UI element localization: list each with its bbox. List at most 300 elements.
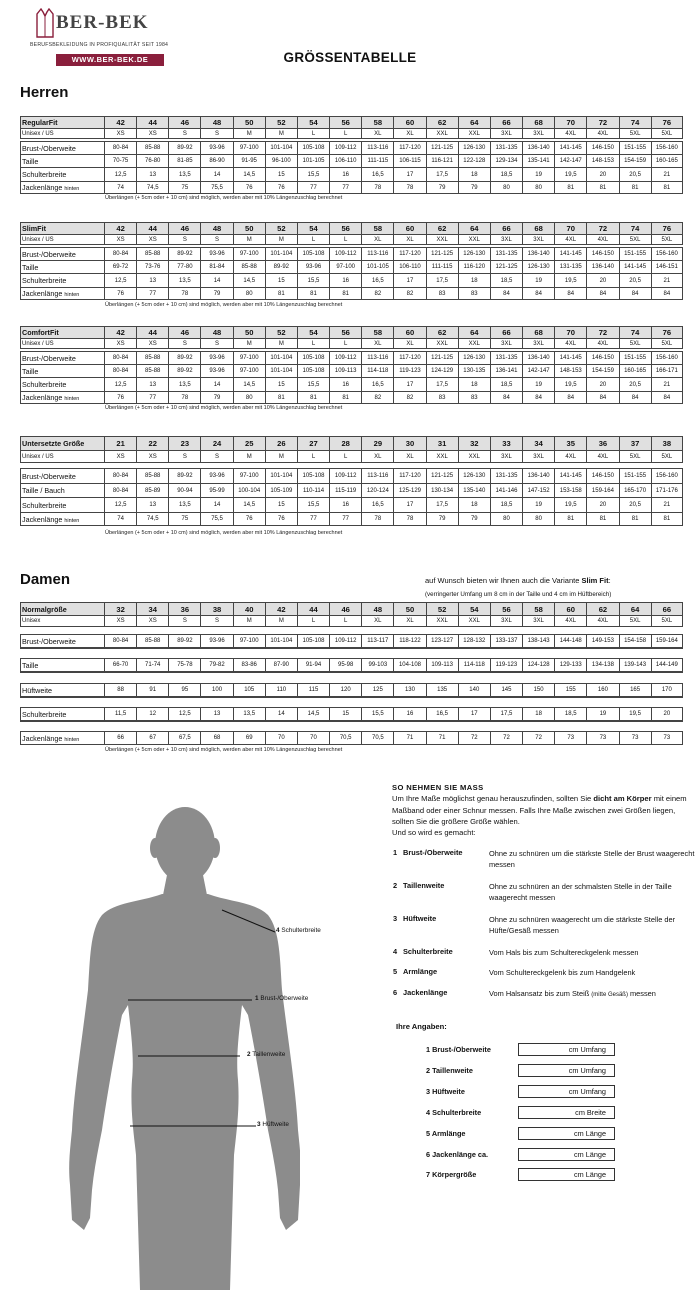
row-label-text: Brust-/Oberweite — [22, 143, 76, 153]
table-cell: 5XL — [651, 450, 683, 462]
page-title: GRÖSSENTABELLE — [283, 50, 417, 65]
table-row — [20, 707, 683, 721]
step-label: Schulterbreite — [403, 947, 453, 956]
figure-label-text: Brust-/Oberweite — [260, 995, 309, 1002]
table-spacer-cell — [20, 626, 683, 634]
table-cell: 156-160 — [651, 468, 683, 483]
table-spacer-cell — [20, 648, 683, 658]
table-cell: M — [233, 450, 265, 462]
table-cell: 154-159 — [586, 364, 618, 377]
table-cell: XS — [136, 128, 168, 138]
table-cell: 3XL — [522, 450, 554, 462]
table-cell: 54 — [458, 602, 490, 615]
row-label — [20, 351, 104, 364]
table-cell: 109-112 — [329, 634, 361, 648]
table-cell: 113-116 — [361, 247, 393, 260]
row-label-text: Jackenlänge — [22, 183, 63, 192]
table-cell: 15,5 — [297, 273, 329, 287]
table-cell: 101-104 — [265, 634, 297, 648]
form-input-box[interactable]: cm Länge — [518, 1127, 615, 1140]
step-label: Armlänge — [403, 967, 438, 976]
table-cell: 34 — [522, 436, 554, 450]
table-cell: 48 — [200, 326, 232, 338]
table-cell: 60 — [393, 222, 425, 234]
table-cell: 4XL — [554, 128, 586, 138]
table-cell: 126-130 — [458, 351, 490, 364]
table-cell: 131-135 — [554, 260, 586, 273]
table-cell: M — [233, 615, 265, 626]
table-cell: 16 — [329, 273, 361, 287]
table-cell: 81 — [651, 512, 683, 526]
table-cell: 89-92 — [168, 141, 200, 154]
table-cell: 18 — [522, 707, 554, 721]
table-cell: 136-140 — [522, 247, 554, 260]
table-cell: 14 — [200, 497, 232, 512]
table-cell: 74 — [104, 512, 136, 526]
table-cell: 19,5 — [554, 273, 586, 287]
table-cell: 141-145 — [554, 247, 586, 260]
form-row-schulter — [426, 1106, 626, 1119]
table-cell: 21 — [104, 436, 136, 450]
row-label-text: Taille — [22, 262, 39, 272]
table-cell: 56 — [329, 222, 361, 234]
table-cell: 36 — [586, 436, 618, 450]
table-cell: 13 — [200, 707, 232, 721]
row-label-text: Brust-/Oberweite — [22, 471, 76, 481]
table-cell: 146-150 — [586, 247, 618, 260]
table-cell: 141-145 — [554, 351, 586, 364]
table-cell: S — [200, 450, 232, 462]
table-cell: 105 — [233, 683, 265, 697]
table-cell: 5XL — [619, 450, 651, 462]
table-cell: 80-84 — [104, 141, 136, 154]
form-input-box[interactable]: cm Umfang — [518, 1064, 615, 1077]
figure-label-num: 2 — [247, 1051, 251, 1058]
table-cell: 121-125 — [426, 141, 458, 154]
table-cell: S — [168, 338, 200, 348]
table-cell: 52 — [265, 326, 297, 338]
table-cell: 4XL — [586, 128, 618, 138]
table-cell: 14 — [200, 273, 232, 287]
table-cell: 93-96 — [200, 141, 232, 154]
table-cell: 156-160 — [651, 351, 683, 364]
table-cell: 17 — [393, 497, 425, 512]
table-cell: 21 — [651, 497, 683, 512]
table-cell: L — [297, 450, 329, 462]
table-cell: 20,5 — [619, 273, 651, 287]
table-cell: 81 — [619, 181, 651, 194]
table-cell: 144-148 — [554, 634, 586, 648]
table-cell: 77 — [329, 181, 361, 194]
table-cell: 85-88 — [136, 364, 168, 377]
table-cell: 34 — [136, 602, 168, 615]
table-row — [20, 468, 683, 483]
table-cell: XL — [361, 128, 393, 138]
table-cell: 38 — [200, 602, 232, 615]
table-cell: 73 — [651, 731, 683, 745]
table-cell: 66 — [651, 602, 683, 615]
step-label: Brust-/Oberweite — [403, 848, 463, 857]
table-cell: 18 — [458, 497, 490, 512]
table-cell: 11,5 — [104, 707, 136, 721]
table-cell: 25 — [233, 436, 265, 450]
table-cell: 89-92 — [168, 468, 200, 483]
slimfit-note-bold: Slim Fit — [581, 576, 609, 585]
table-cell: 142-147 — [522, 364, 554, 377]
table-cell: L — [297, 615, 329, 626]
table-cell: 13,5 — [233, 707, 265, 721]
table-cell: 13 — [136, 273, 168, 287]
table-cell: 160-165 — [619, 364, 651, 377]
table-cell: 66 — [490, 116, 522, 128]
table-cell: 69-72 — [104, 260, 136, 273]
table-cell: 81 — [329, 287, 361, 300]
table-cell: 81 — [265, 287, 297, 300]
table-cell: 19 — [586, 707, 618, 721]
table-cell: XL — [361, 450, 393, 462]
table-cell: 14,5 — [233, 377, 265, 391]
table-cell: 79 — [426, 512, 458, 526]
table-row — [20, 391, 683, 404]
table-cell: 16,5 — [361, 167, 393, 181]
table-cell: 76-80 — [136, 154, 168, 167]
measure-title: SO NEHMEN SIE MASS — [392, 783, 484, 792]
table-cell: 129-134 — [490, 154, 522, 167]
table-cell: 116-121 — [426, 154, 458, 167]
row-label: RegularFit — [20, 116, 104, 128]
table-cell: 141-145 — [554, 141, 586, 154]
table-cell: 136-140 — [522, 351, 554, 364]
size-table-untersetzt — [20, 436, 683, 526]
table-row — [20, 167, 683, 181]
form-row-label: 5 Armlänge — [426, 1129, 466, 1138]
table-cell: 135-140 — [458, 483, 490, 497]
size-header-row — [20, 436, 683, 450]
row-label — [20, 731, 104, 745]
table-cell: XXL — [426, 234, 458, 244]
table-cell: 20 — [586, 273, 618, 287]
table-cell: S — [200, 338, 232, 348]
table-cell: 20,5 — [619, 497, 651, 512]
table-cell: 84 — [619, 287, 651, 300]
table-cell: 68 — [522, 116, 554, 128]
table-cell: S — [168, 450, 200, 462]
row-label-text: Schulterbreite — [22, 380, 67, 389]
form-input-box[interactable]: cm Breite — [518, 1106, 615, 1119]
table-cell: 146-151 — [651, 260, 683, 273]
table-cell: 146-150 — [586, 351, 618, 364]
table-cell: 83-86 — [233, 658, 265, 672]
table-cell: 100-104 — [233, 483, 265, 497]
table-cell: L — [329, 615, 361, 626]
table-cell: 81 — [265, 391, 297, 404]
table-cell: 111-115 — [426, 260, 458, 273]
step-description-small: (mitte Gesäß) — [591, 992, 628, 998]
slimfit-note-text: auf Wunsch bieten wir Ihnen auch die Variante — [425, 576, 582, 585]
table-cell: 105-108 — [297, 364, 329, 377]
table-cell: 117-120 — [393, 351, 425, 364]
table-cell: 81 — [554, 181, 586, 194]
form-row-label: 1 Brust-/Oberweite — [426, 1045, 491, 1054]
table-cell: 130-134 — [426, 483, 458, 497]
table-cell: 105-109 — [265, 483, 297, 497]
table-cell: 74 — [619, 326, 651, 338]
row-label — [20, 364, 104, 377]
table-cell: 93-96 — [200, 468, 232, 483]
table-cell: 153-158 — [554, 483, 586, 497]
table-cell: 71 — [393, 731, 425, 745]
measure-intro-how: Und so wird es gemacht: — [392, 828, 476, 838]
table-cell: 78 — [361, 181, 393, 194]
table-cell: 78 — [393, 181, 425, 194]
table-cell: 24 — [200, 436, 232, 450]
table-cell: 83 — [458, 287, 490, 300]
figure-label-num: 4 — [276, 927, 280, 934]
table-cell: 70 — [554, 116, 586, 128]
row-label-text: Jackenlänge — [22, 514, 63, 524]
table-cell: 54 — [297, 222, 329, 234]
table-cell: 113-116 — [361, 468, 393, 483]
row-label: Unisex / US — [20, 338, 104, 348]
table-cell: 75-78 — [168, 658, 200, 672]
table-cell: 64 — [458, 222, 490, 234]
table-cell: 81-85 — [168, 154, 200, 167]
table-cell: 80-84 — [104, 483, 136, 497]
table-cell: 111-115 — [361, 154, 393, 167]
table-cell: 145 — [490, 683, 522, 697]
table-row — [20, 483, 683, 497]
size-table-damen — [20, 602, 683, 745]
table-cell: 44 — [136, 222, 168, 234]
table-cell: 133-137 — [490, 634, 522, 648]
table-cell: 44 — [297, 602, 329, 615]
table-cell: 79 — [458, 181, 490, 194]
table-cell: 136-141 — [490, 364, 522, 377]
table-cell: 33 — [490, 436, 522, 450]
table-cell: 87-90 — [265, 658, 297, 672]
table-cell: 84 — [586, 391, 618, 404]
table-cell: 5XL — [651, 128, 683, 138]
table-cell: 91-94 — [297, 658, 329, 672]
human-silhouette-icon — [60, 790, 300, 1290]
table-spacer-cell — [20, 697, 683, 707]
table-cell: 80 — [490, 181, 522, 194]
table-cell: 79 — [426, 181, 458, 194]
row-label — [20, 658, 104, 672]
table-cell: 144-149 — [651, 658, 683, 672]
table-cell: XS — [104, 128, 136, 138]
table-cell: L — [329, 234, 361, 244]
table-cell: 110 — [265, 683, 297, 697]
table-cell: 79 — [200, 391, 232, 404]
size-header-row — [20, 222, 683, 234]
row-label — [20, 273, 104, 287]
measure-intro-bold: dicht am Körper — [593, 794, 652, 804]
table-cell: 110-114 — [297, 483, 329, 497]
table-cell: 95-98 — [329, 658, 361, 672]
step-number: 4 — [393, 947, 398, 956]
table-cell: 76 — [265, 181, 297, 194]
table-cell: 20,5 — [619, 377, 651, 391]
table-cell: 21 — [651, 377, 683, 391]
step-description: Vom Hals bis zum Schultereckgelenk messen — [489, 948, 639, 957]
table-cell: 4XL — [554, 338, 586, 348]
table-cell: 58 — [361, 222, 393, 234]
table-cell: 80 — [233, 287, 265, 300]
table-cell: L — [297, 338, 329, 348]
table-cell: 46 — [168, 116, 200, 128]
row-label-text: Brust-/Oberweite — [22, 249, 76, 259]
row-label-suffix: hinten — [64, 736, 80, 743]
table-cell: 37 — [619, 436, 651, 450]
row-label — [20, 377, 104, 391]
table-row — [20, 634, 683, 648]
table-spacer — [20, 721, 683, 731]
table-cell: 126-130 — [522, 260, 554, 273]
table-cell: 159-164 — [586, 483, 618, 497]
logo-name: BER-BEK — [56, 12, 149, 33]
table-cell: 4XL — [586, 615, 618, 626]
table-cell: XXL — [458, 338, 490, 348]
table-cell: 126-130 — [458, 141, 490, 154]
table-cell: 101-104 — [265, 468, 297, 483]
table-cell: XS — [136, 234, 168, 244]
row-label-text: Jackenlänge — [22, 393, 63, 402]
table-cell: 84 — [522, 391, 554, 404]
table-cell: 76 — [265, 512, 297, 526]
table-cell: L — [329, 338, 361, 348]
row-label — [20, 683, 104, 697]
table-cell: 13,5 — [168, 497, 200, 512]
table-cell: 3XL — [522, 128, 554, 138]
table-cell: 70-75 — [104, 154, 136, 167]
table-cell: 171-176 — [651, 483, 683, 497]
table-row — [20, 287, 683, 300]
row-label: Normalgröße — [20, 602, 104, 615]
table-cell: 150 — [522, 683, 554, 697]
table-cell: 85-88 — [233, 260, 265, 273]
step-label: Jackenlänge — [403, 988, 448, 997]
figure-label-text: Hüftweite — [262, 1121, 289, 1128]
step-description: Ohne zu schnüren um die stärkste Stelle der Brust waagerecht messen — [489, 849, 695, 869]
table-cell: 120-124 — [361, 483, 393, 497]
table-cell: 109-112 — [329, 351, 361, 364]
step-number: 3 — [393, 914, 398, 923]
table-cell: 12,5 — [104, 377, 136, 391]
table-cell: 19 — [522, 273, 554, 287]
table-cell: 20,5 — [619, 167, 651, 181]
table-cell: 148-153 — [586, 154, 618, 167]
table-cell: 36 — [168, 602, 200, 615]
table-cell: 71-74 — [136, 658, 168, 672]
table-cell: 4XL — [554, 450, 586, 462]
table-cell: 83 — [458, 391, 490, 404]
table-cell: 4XL — [586, 450, 618, 462]
table-cell: 97-100 — [233, 364, 265, 377]
table-cell: 91-95 — [233, 154, 265, 167]
table-cell: 14 — [200, 167, 232, 181]
table-cell: 84 — [522, 287, 554, 300]
row-label: Untersetzte Größe — [20, 436, 104, 450]
table-cell: 81 — [619, 512, 651, 526]
row-label — [20, 468, 104, 483]
table-cell: 73-76 — [136, 260, 168, 273]
table-cell: 154-159 — [619, 154, 651, 167]
form-input-box[interactable]: cm Länge — [518, 1168, 615, 1181]
table-row — [20, 683, 683, 697]
table-cell: L — [297, 128, 329, 138]
table-cell: 85-88 — [136, 634, 168, 648]
table-cell: 20 — [586, 497, 618, 512]
figure-label-num: 1 — [255, 995, 259, 1002]
table-cell: M — [265, 338, 297, 348]
form-row-arm — [426, 1127, 626, 1140]
table-cell: 72 — [490, 731, 522, 745]
form-input-box[interactable]: cm Länge — [518, 1148, 615, 1161]
table-cell: 62 — [426, 116, 458, 128]
table-cell: 93-96 — [200, 364, 232, 377]
size-table-slimfit — [20, 222, 683, 300]
table-cell: 81 — [297, 391, 329, 404]
form-input-box[interactable]: cm Umfang — [518, 1085, 615, 1098]
table-spacer-cell — [20, 672, 683, 683]
table-cell: 17,5 — [426, 497, 458, 512]
row-label — [20, 154, 104, 167]
table-cell: 84 — [586, 287, 618, 300]
table-cell: 135 — [426, 683, 458, 697]
form-row-koerper — [426, 1168, 626, 1181]
table-cell: 117-120 — [393, 468, 425, 483]
table-cell: 160 — [586, 683, 618, 697]
table-cell: 95 — [168, 683, 200, 697]
table-cell: 156-160 — [651, 141, 683, 154]
damen-title: Damen — [20, 571, 71, 588]
table-cell: 138-143 — [522, 634, 554, 648]
table-cell: XS — [104, 234, 136, 244]
slimfit-note-colon: : — [608, 576, 611, 585]
table-cell: S — [168, 234, 200, 244]
size-table-regularfit — [20, 116, 683, 194]
table-cell: 121-125 — [490, 260, 522, 273]
overlength-note: Überlängen (+ 5cm oder + 10 cm) sind möglich, werden aber mit 10% Längenzuschlag berechnet — [105, 302, 343, 308]
form-input-box[interactable]: cm Umfang — [518, 1043, 615, 1056]
table-cell: 115 — [297, 683, 329, 697]
table-cell: 64 — [619, 602, 651, 615]
table-cell: 124-129 — [426, 364, 458, 377]
row-label: Unisex / US — [20, 234, 104, 244]
row-label — [20, 247, 104, 260]
table-cell: 72 — [522, 731, 554, 745]
table-cell: 109-112 — [329, 468, 361, 483]
table-cell: 12,5 — [104, 273, 136, 287]
row-label-text: Schulterbreite — [22, 170, 67, 179]
table-spacer — [20, 648, 683, 658]
table-cell: 117-120 — [393, 247, 425, 260]
table-cell: 73 — [554, 731, 586, 745]
table-cell: 126-130 — [458, 468, 490, 483]
table-cell: 82 — [393, 391, 425, 404]
row-label-text: Taille — [22, 660, 39, 670]
table-cell: 109-113 — [329, 364, 361, 377]
table-row — [20, 497, 683, 512]
table-cell: 97-100 — [233, 468, 265, 483]
table-cell: 146-150 — [586, 141, 618, 154]
row-label-text: Schulterbreite — [22, 276, 67, 285]
table-cell: 121-125 — [426, 468, 458, 483]
table-cell: 117-120 — [393, 141, 425, 154]
table-cell: 42 — [104, 222, 136, 234]
table-cell: 84 — [490, 391, 522, 404]
